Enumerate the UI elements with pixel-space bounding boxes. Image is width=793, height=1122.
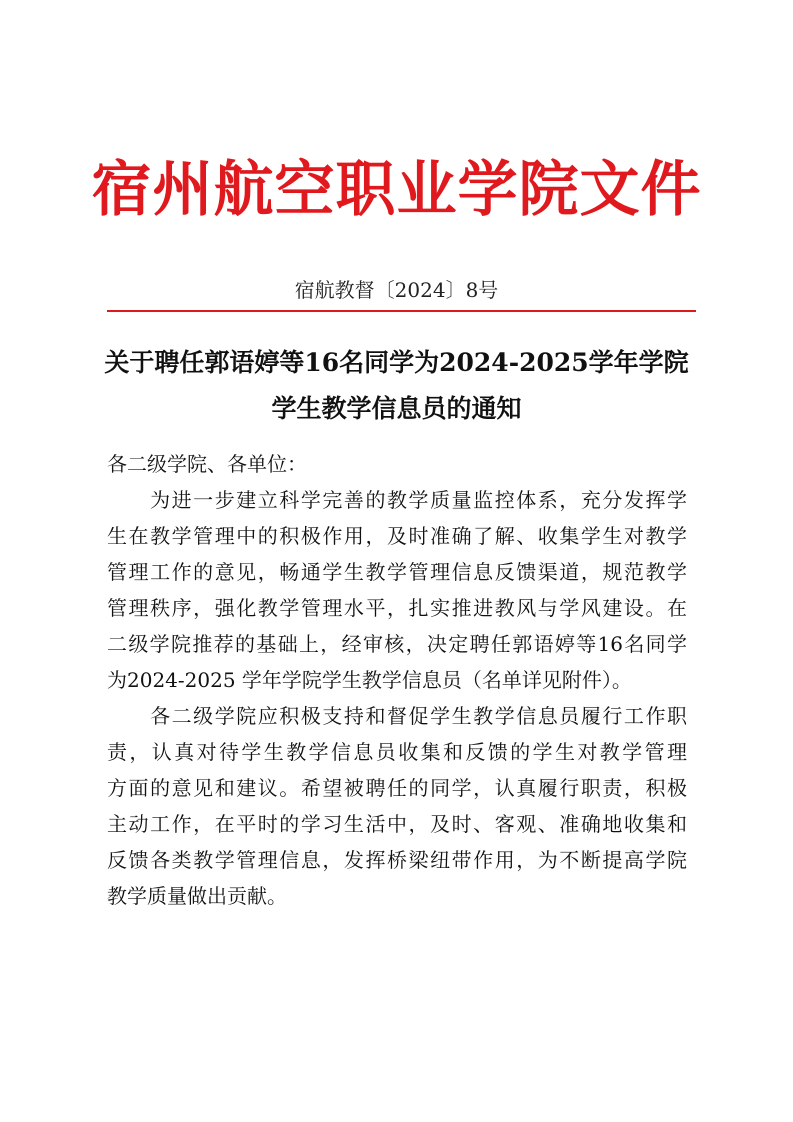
paragraph-1-line: 为进一步建立科学完善的教学质量监控体系，充分发挥学 (107, 488, 687, 512)
paragraph-2-line: 方面的意见和建议。希望被聘任的同学，认真履行职责，积极 (107, 776, 687, 800)
paragraph-2 (107, 698, 687, 914)
paragraph-1-line: 管理工作的意见，畅通学生教学管理信息反馈渠道，规范教学 (107, 560, 687, 584)
paragraph-2-line: 责，认真对待学生教学信息员收集和反馈的学生对教学管理 (107, 740, 687, 764)
salutation: 各二级学院、各单位： (107, 452, 307, 476)
paragraph-2-line: 教学质量做出贡献。 (107, 884, 287, 908)
notice-title (0, 340, 793, 432)
paragraph-1 (107, 482, 687, 698)
paragraph-2-line: 各二级学院应积极支持和督促学生教学信息员履行工作职 (107, 704, 687, 728)
paragraph-2-line: 反馈各类教学管理信息，发挥桥梁纽带作用，为不断提高学院 (107, 848, 687, 872)
notice-title-line-2: 学生教学信息员的通知 (271, 394, 522, 423)
red-separator-line (107, 310, 696, 312)
paragraph-1-line: 为2024-2025 学年学院学生教学信息员（名单详见附件）。 (107, 668, 632, 692)
paragraph-1-line: 二级学院推荐的基础上，经审核，决定聘任郭语婷等16名同学 (107, 632, 687, 656)
institution-file-title: 宿州航空职业学院文件 (91, 155, 702, 225)
document-number: 宿航教督〔2024〕8号 (294, 278, 499, 302)
paragraph-2-line: 主动工作，在平时的学习生活中，及时、客观、准确地收集和 (107, 812, 687, 836)
paragraph-1-line: 生在教学管理中的积极作用，及时准确了解、收集学生对教学 (107, 524, 687, 548)
paragraph-1-line: 管理秩序，强化教学管理水平，扎实推进教风与学风建设。在 (107, 596, 687, 620)
notice-title-line-1: 关于聘任郭语婷等16名同学为2024-2025学年学院 (104, 348, 689, 377)
